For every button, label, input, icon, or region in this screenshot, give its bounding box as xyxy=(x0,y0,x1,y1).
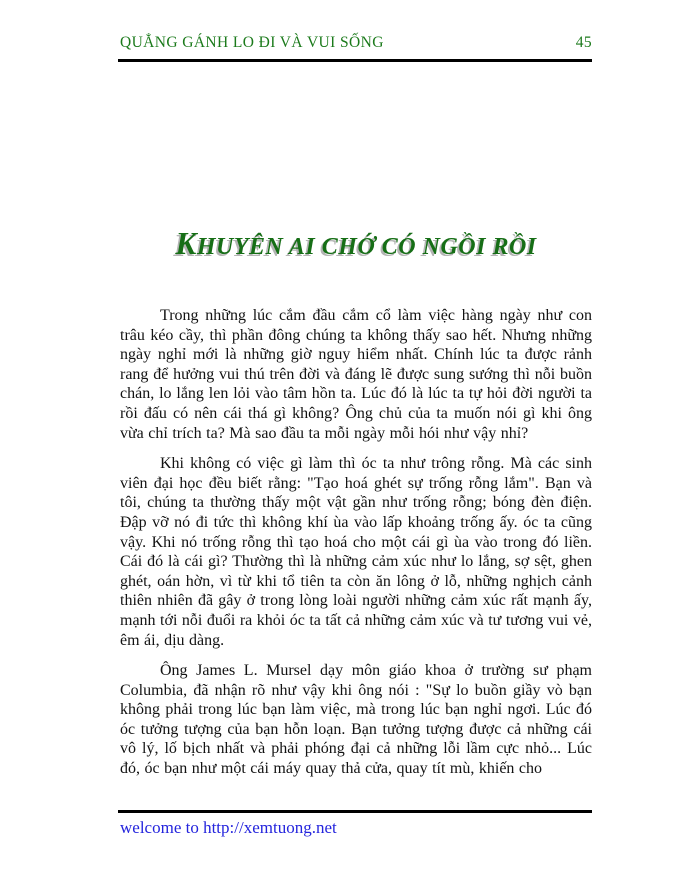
footer-link[interactable]: welcome to http://xemtuong.net xyxy=(120,818,337,837)
paragraph: Trong những lúc cắm đầu cắm cổ làm việc hàng ngày như con trâu kéo cầy, thì phần đông chúng ta không thấy sao hết. Nhưng những ngày nghỉ mới là những giờ nguy hiểm nhất. Chính lúc ta được rảnh rang để hưởng vui thú trên đời và đáng lẽ được sung sướng thì nỗi buồn chán, lo lắng len lỏi vào tâm hồn ta. Lúc đó là lúc ta tự hỏi đời người ta rồi đấu có nên cái thá gì không? Ông chủ của ta muốn nói gì khi ông vừa chỉ trích ta? Mà sao đầu ta mỗi ngày mỗi hói như vậy nhỉ? xyxy=(120,307,592,442)
page-number: 45 xyxy=(575,34,592,51)
paragraph: Khi không có việc gì làm thì óc ta như trông rỗng. Mà các sinh viên đại học đều biết rằng: "Tạo hoá ghét sự trống rỗng lắm". Bạn và tôi, chúng ta thường thấy một vật gần như trống rỗng; bóng đèn điện. Đập vỡ nó đi tức thì không khí ùa vào lấp khoảng trống ấy. óc ta cũng vậy. Khi nó trống rỗng thì tạo hoá cho một cái gì ùa vào trong đó liền. Cái đó là cái gì? Thường thì là những cảm xúc như lo lắng, sợ sệt, ghen ghét, oán hờn, vì từ khi tổ tiên ta còn ăn lông ở lỗ, những nghịch cảnh thiên nhiên đã gây ở trong lòng loài người những cảm xúc rất mạnh ấy, mạnh tới nỗi đuổi ra khỏi óc ta tất cả những cảm xúc và tư tương vui vẻ, êm ái, dịu dàng. xyxy=(120,455,592,649)
footer-rule xyxy=(118,810,592,813)
page-content xyxy=(120,306,592,790)
paragraph: Ông James L. Mursel dạy môn giáo khoa ở trường sư phạm Columbia, đã nhận rõ như vậy khi ông nói : "Sự lo buồn giầy vò bạn không phải trong lúc bạn làm việc, mà trong lúc bạn nghỉ ngơi. Lúc đó óc tưởng tượng của bạn hỗn loạn. Bạn tưởng tượng được cả những cái vô lý, lố bịch nhất và phải phóng đại cả những lỗi lầm cực nhỏ... Lúc đó, óc bạn như một cái máy quay thả cửa, quay tít mù, khiến cho xyxy=(120,662,592,778)
book-title: QUẲNG GÁNH LO ĐI VÀ VUI SỐNG xyxy=(120,34,384,51)
chapter-title: KHUYÊN AI CHỚ CÓ NGỒI RỒI xyxy=(175,226,537,261)
header-rule xyxy=(118,59,592,62)
page-header xyxy=(120,34,592,52)
